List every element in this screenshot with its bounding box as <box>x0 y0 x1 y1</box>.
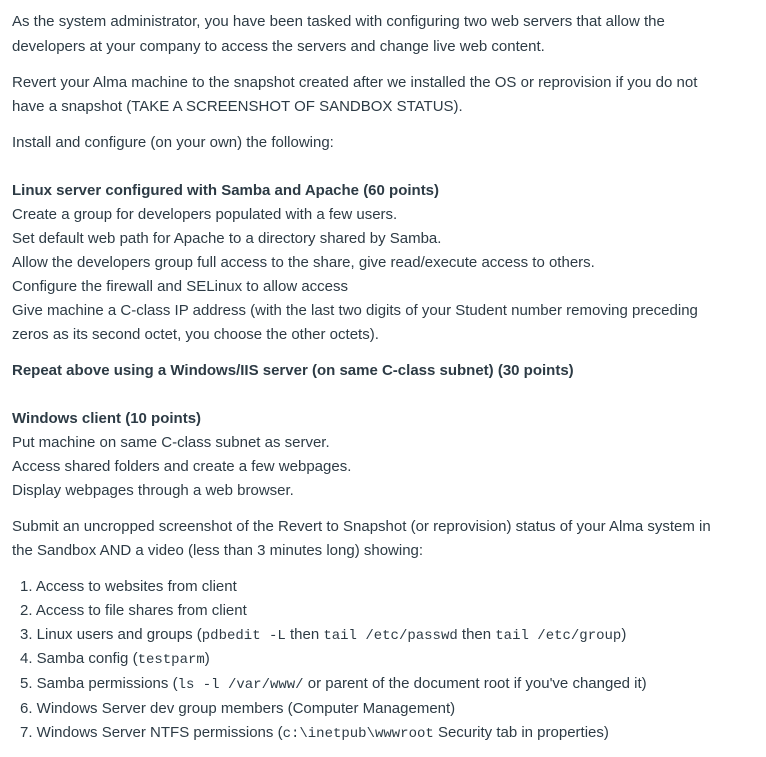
windows-client-item: Access shared folders and create a few webpages. <box>12 458 352 475</box>
list-item-3-text: ) <box>621 626 627 643</box>
intro-line-2: developers at your company to access the servers and change live web content. <box>12 38 545 55</box>
list-item-3 <box>20 623 626 647</box>
list-item-7-text: Security tab in properties) <box>433 724 609 741</box>
linux-heading: Linux server configured with Samba and Apache (60 points) <box>12 182 440 199</box>
pdbedit-command: pdbedit -L <box>201 628 286 644</box>
list-item-4-text: ) <box>204 650 210 667</box>
testparm-command: testparm <box>137 652 205 668</box>
list-item-3-text: then <box>457 626 496 643</box>
tail-passwd-command: tail /etc/passwd <box>323 628 458 644</box>
linux-item: Set default web path for Apache to a directory shared by Samba. <box>12 230 442 247</box>
linux-item: Create a group for developers populated with a few users. <box>12 206 398 223</box>
list-item-6: 6. Windows Server dev group members (Computer Management) <box>20 700 456 717</box>
list-item-4 <box>20 647 210 671</box>
submit-line-2: the Sandbox AND a video (less than 3 minutes long) showing: <box>12 542 424 559</box>
windows-client-item: Display webpages through a web browser. <box>12 482 294 499</box>
list-item-5 <box>20 672 647 696</box>
list-item-3-text: then <box>285 626 324 643</box>
windows-client-heading: Windows client (10 points) <box>12 410 202 427</box>
list-item-3-text: 3. Linux users and groups ( <box>20 626 202 643</box>
list-item-7 <box>20 721 609 745</box>
intro-line-1: As the system administrator, you have been tasked with configuring two web servers that allow the <box>12 13 665 30</box>
list-item-7-text: 7. Windows Server NTFS permissions ( <box>20 724 283 741</box>
wwwroot-path: c:\inetpub\wwwroot <box>282 726 434 742</box>
linux-item: Configure the firewall and SELinux to allow access <box>12 278 349 295</box>
submit-line-1: Submit an uncropped screenshot of the Revert to Snapshot (or reprovision) status of your Alma system in <box>12 518 711 535</box>
list-item-4-text: 4. Samba config ( <box>20 650 138 667</box>
list-item-5-text: or parent of the document root if you've changed it) <box>303 675 647 692</box>
linux-item: zeros as its second octet, you choose the other octets). <box>12 326 379 343</box>
linux-item: Give machine a C-class IP address (with the last two digits of your Student number removing preceding <box>12 302 698 319</box>
install-line: Install and configure (on your own) the following: <box>12 134 334 151</box>
revert-line-2: have a snapshot (TAKE A SCREENSHOT OF SANDBOX STATUS). <box>12 98 463 115</box>
windows-client-item: Put machine on same C-class subnet as server. <box>12 434 330 451</box>
windows-server-heading: Repeat above using a Windows/IIS server (on same C-class subnet) (30 points) <box>12 362 574 379</box>
revert-line-1: Revert your Alma machine to the snapshot created after we installed the OS or reprovision if you do not <box>12 74 698 91</box>
list-item-1: 1. Access to websites from client <box>20 578 237 595</box>
tail-group-command: tail /etc/group <box>495 628 622 644</box>
linux-item: Allow the developers group full access to the share, give read/execute access to others. <box>12 254 595 271</box>
list-item-5-text: 5. Samba permissions ( <box>20 675 178 692</box>
list-item-2: 2. Access to file shares from client <box>20 602 247 619</box>
ls-command: ls -l /var/www/ <box>177 677 304 693</box>
